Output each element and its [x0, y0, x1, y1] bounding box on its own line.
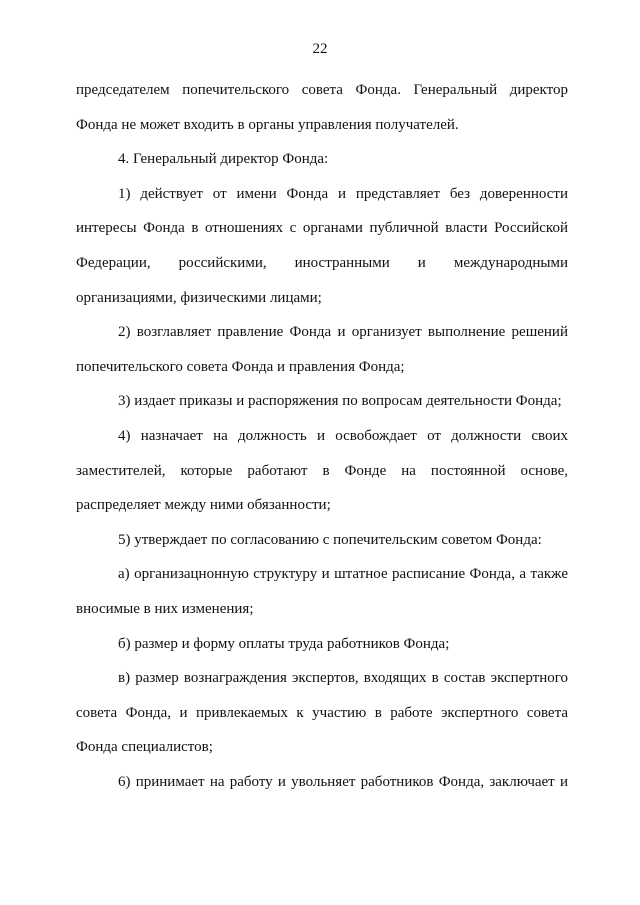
sub-list-item: б) размер и форму оплаты труда работников Фонда; [118, 635, 450, 652]
list-item: 6) принимает на работу и увольняет работников Фонда, заключает и [118, 773, 568, 790]
paragraph: председателем попечительского совета Фонда. Генеральный директор Фонда не может входить в органы управления получателей. [76, 82, 568, 133]
list-item: 1) действует от имени Фонда и представляет без доверенности интересы Фонда в отношениях с органами публичной власти Российской Федерации, российскими, иностранными и международными организациями, физическими лицами; [76, 185, 568, 306]
list-item: 5) утверждает по согласованию с попечительским советом Фонда: [118, 531, 542, 548]
document-body [76, 73, 568, 799]
list-item: 4) назначает на должность и освобождает от должности своих заместителей, которые работают в Фонде на постоянной основе, распределяет между ними обязанности; [76, 427, 568, 514]
sub-list-item: а) организацнонную структуру и штатное расписание Фонда, а также вносимые в них изменения; [76, 566, 568, 617]
section-heading: 4. Генеральный директор Фонда: [118, 151, 329, 168]
list-item: 3) издает приказы и распоряжения по вопросам деятельности Фонда; [118, 393, 562, 410]
page-number: 22 [312, 41, 328, 57]
list-item: 2) возглавляет правление Фонда и организует выполнение решений попечительского совета Фонда и правления Фонда; [76, 324, 568, 375]
sub-list-item: в) размер вознаграждения экспертов, входящих в состав экспертного совета Фонда, и привлекаемых к участию в работе экспертного совета Фонда специалистов; [76, 670, 568, 756]
